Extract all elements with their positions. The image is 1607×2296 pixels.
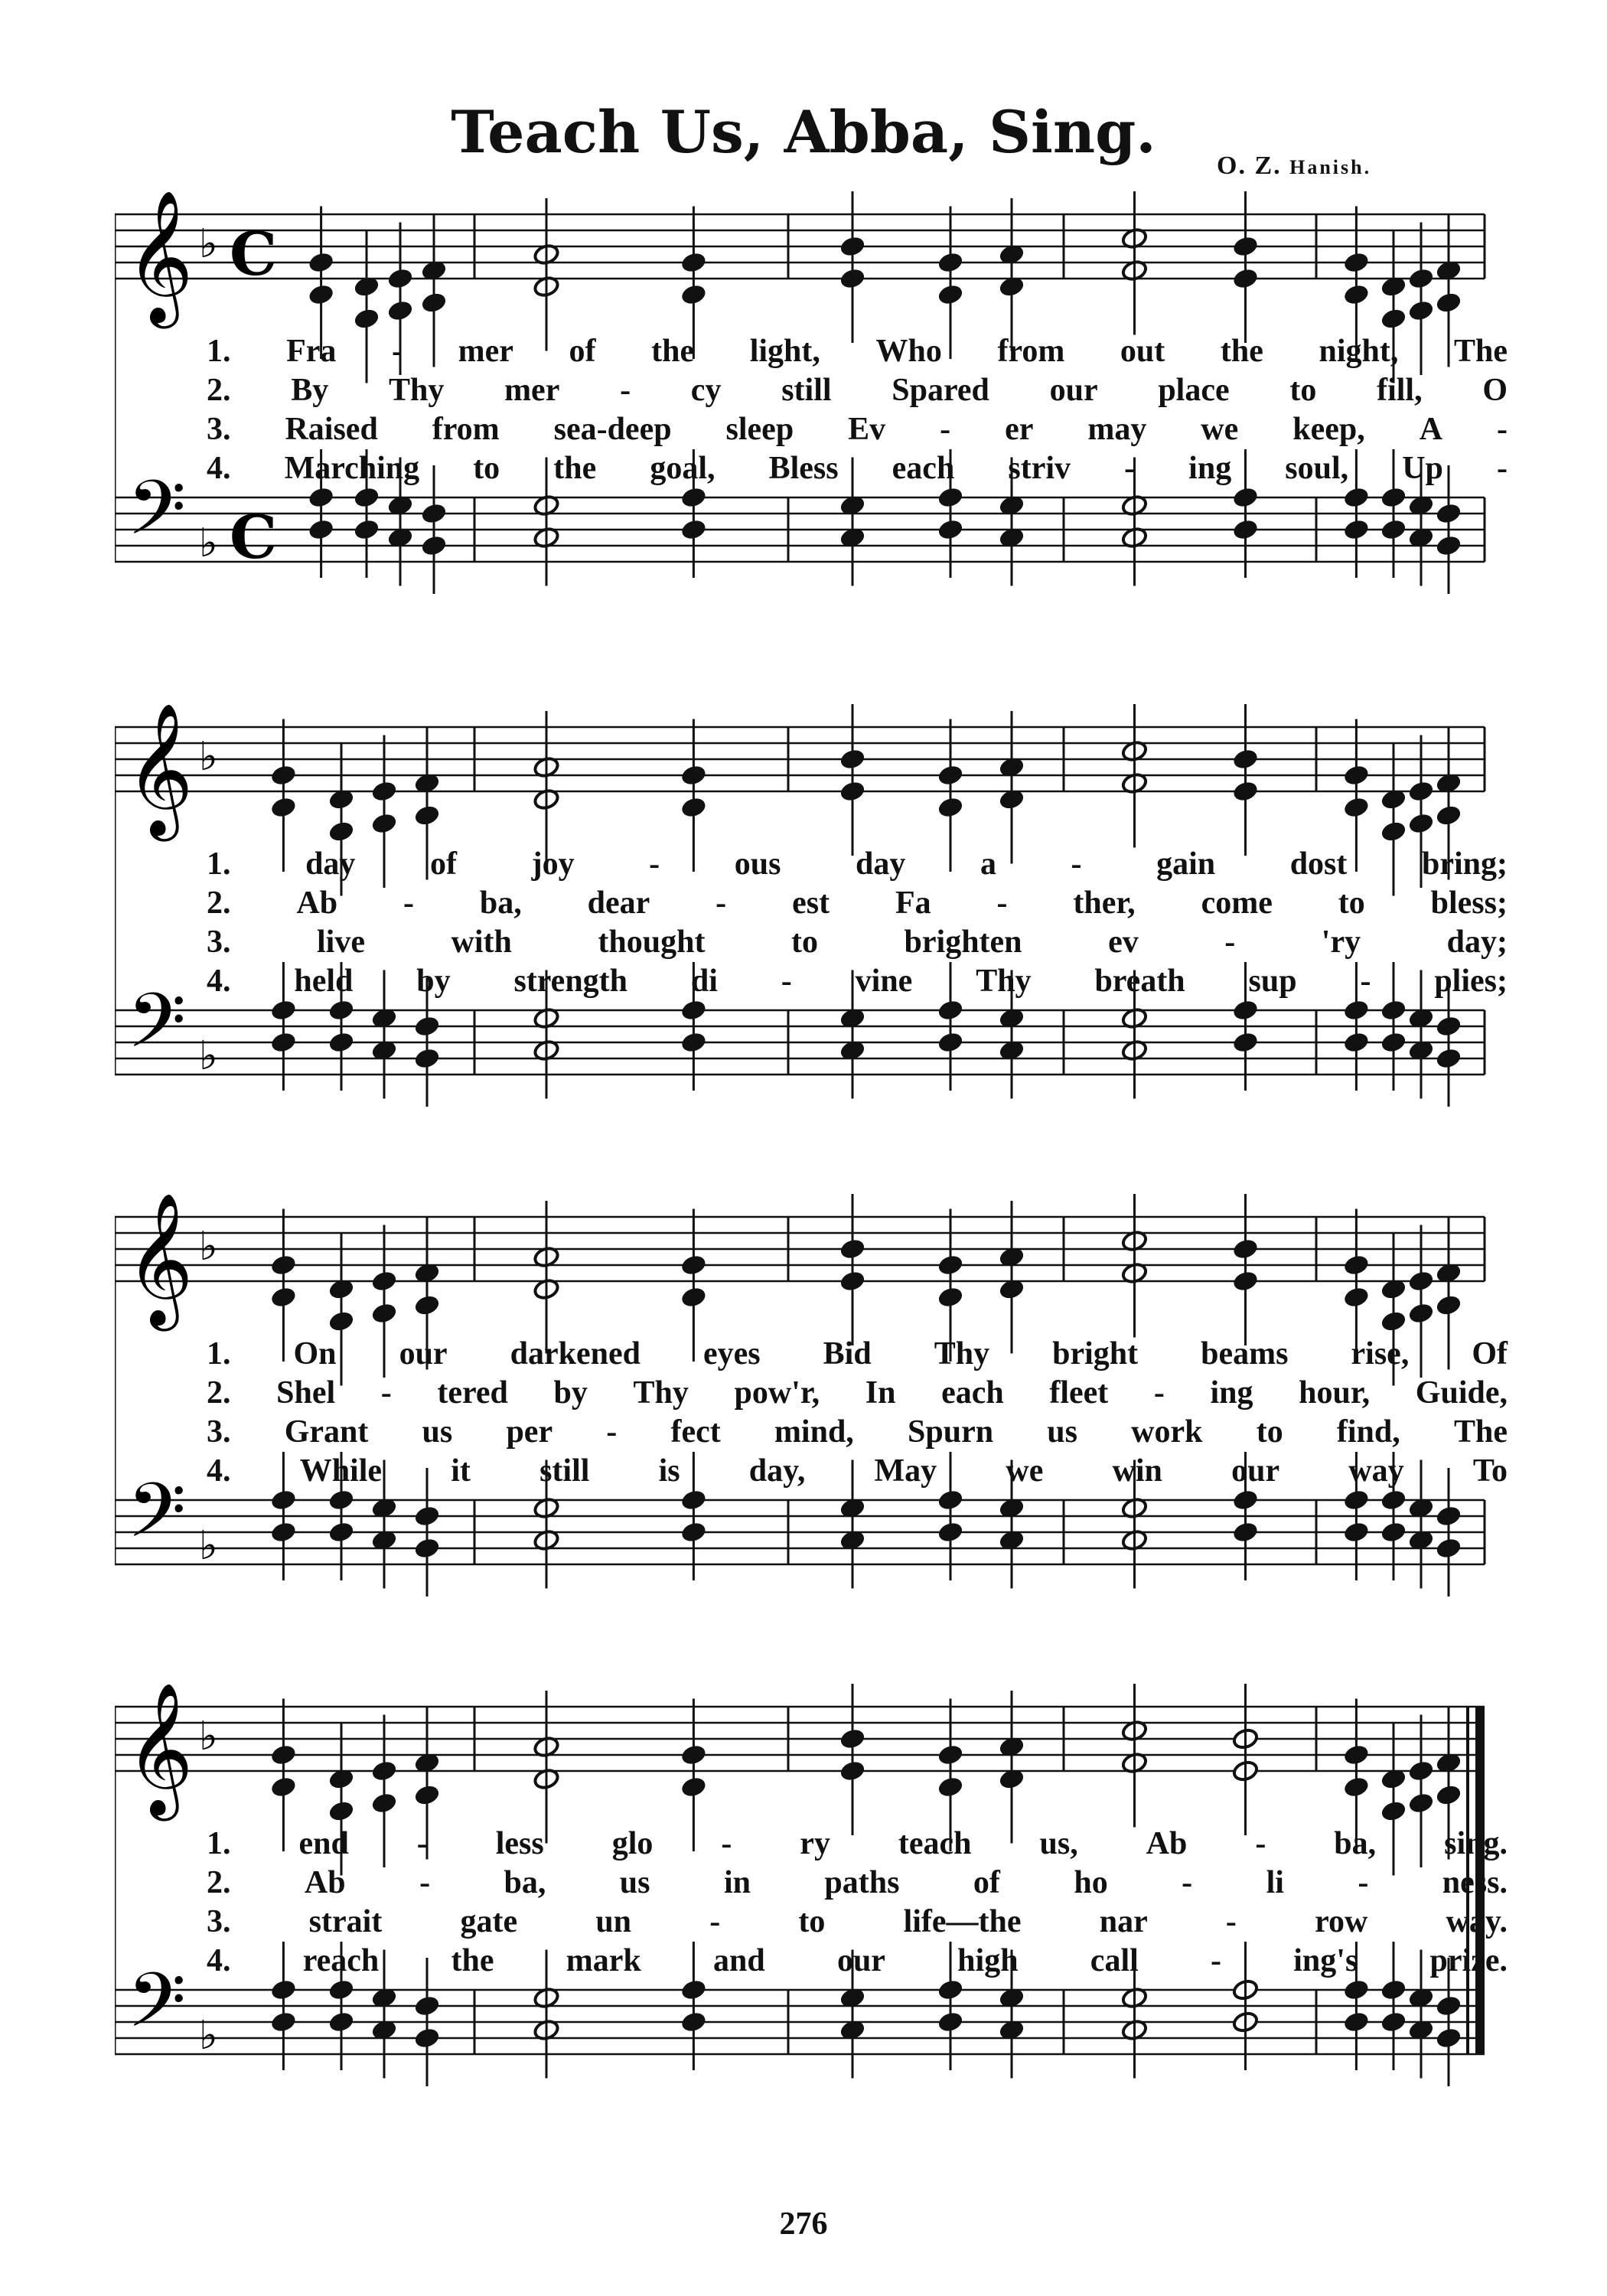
treble-chord xyxy=(998,198,1025,351)
verse-number: 3. xyxy=(207,1904,231,1939)
lyric-syllable: Marching xyxy=(284,451,420,486)
lyric-syllable: - xyxy=(1497,412,1508,447)
verse-number: 2. xyxy=(207,885,231,921)
lyric-syllable: Ev xyxy=(848,412,886,447)
bass-clef-icon: 𝄢 xyxy=(127,1467,187,1574)
lyric-syllable: darkened xyxy=(510,1336,641,1371)
lyric-syllable: 'ry xyxy=(1321,925,1361,960)
lyric-syllable: of xyxy=(430,846,457,882)
lyric-syllable: Shel xyxy=(276,1375,336,1411)
treble-clef-icon: 𝄞 xyxy=(125,1684,194,1815)
lyric-syllable: Up xyxy=(1402,451,1443,486)
verse-line-3 xyxy=(207,411,1523,445)
lyric-syllable: - xyxy=(403,885,414,921)
treble-chord xyxy=(998,1691,1025,1844)
bass-clef-icon: 𝄢 xyxy=(127,465,187,571)
lyric-syllable: ry xyxy=(800,1826,830,1861)
lyric-syllable: day xyxy=(856,846,906,882)
lyric-syllable: fleet xyxy=(1049,1375,1109,1411)
lyric-syllable: to xyxy=(791,925,819,960)
lyric-syllable: - xyxy=(380,1375,392,1411)
lyric-syllable: mind, xyxy=(774,1414,854,1450)
lyric-syllable: held xyxy=(294,964,354,999)
lyric-syllable: er xyxy=(1005,412,1034,447)
lyric-syllable: dost xyxy=(1289,846,1348,882)
lyric-syllable: In xyxy=(865,1375,896,1411)
verse-line-2 xyxy=(207,372,1523,406)
lyric-syllable: a xyxy=(980,846,996,882)
lyric-syllable: per xyxy=(506,1414,553,1450)
common-time-icon: C xyxy=(230,220,278,289)
lyric-syllable: - xyxy=(1358,1865,1369,1900)
lyric-syllable: - xyxy=(419,1865,431,1900)
lyric-syllable: - xyxy=(1497,451,1508,486)
treble-clef-icon: 𝄞 xyxy=(125,1194,194,1326)
lyric-syllable: - xyxy=(1255,1826,1266,1861)
lyric-syllable: - xyxy=(1225,1904,1237,1939)
page-number: 276 xyxy=(779,2206,828,2242)
flat-icon: ♭ xyxy=(199,734,218,780)
lyric-syllable: day; xyxy=(1446,925,1508,960)
verse-number: 2. xyxy=(207,1375,231,1411)
lyric-syllable: to xyxy=(798,1904,826,1939)
lyric-syllable: find, xyxy=(1336,1414,1400,1450)
lyric-syllable: ous xyxy=(734,846,781,882)
lyric-syllable: bring; xyxy=(1421,846,1508,882)
lyric-syllable: - xyxy=(781,964,792,999)
lyric-syllable: Spurn xyxy=(908,1414,994,1450)
flat-icon: ♭ xyxy=(199,520,218,566)
lyric-syllable: the xyxy=(651,334,695,369)
lyric-syllable: Who xyxy=(875,334,942,369)
music-system-2 xyxy=(115,704,1508,1117)
lyric-syllable: striv xyxy=(1008,451,1071,486)
lyric-syllable: bless; xyxy=(1430,885,1508,921)
treble-chord xyxy=(533,711,559,864)
composer-surname: Hanish. xyxy=(1289,156,1372,178)
verse-line-2 xyxy=(207,1864,1523,1898)
lyric-syllable: - xyxy=(416,1826,428,1861)
lyric-syllable: Thy xyxy=(934,1336,990,1371)
lyric-syllable: mer xyxy=(504,373,560,408)
lyric-syllable: our xyxy=(1231,1453,1280,1489)
lyric-syllable: strength xyxy=(513,964,628,999)
lyric-syllable: breath xyxy=(1094,964,1185,999)
lyric-syllable: nar xyxy=(1099,1904,1148,1939)
lyric-syllable: - xyxy=(1224,925,1236,960)
lyric-syllable: - xyxy=(996,885,1008,921)
lyric-syllable: fect xyxy=(670,1414,721,1450)
lyric-syllable: ing xyxy=(1188,451,1232,486)
lyric-syllable: soul, xyxy=(1285,451,1349,486)
lyric-syllable: of xyxy=(569,334,596,369)
verse-number: 1. xyxy=(207,846,231,882)
lyric-syllable: work xyxy=(1131,1414,1203,1450)
lyric-syllable: beams xyxy=(1201,1336,1289,1371)
lyric-syllable: we xyxy=(1201,412,1239,447)
lyric-syllable: eyes xyxy=(702,1336,761,1371)
lyric-syllable: from xyxy=(432,412,500,447)
treble-chord xyxy=(533,198,559,351)
verse-number: 1. xyxy=(207,1826,231,1861)
lyric-syllable: mark xyxy=(566,1943,641,1978)
lyric-syllable: high xyxy=(957,1943,1019,1978)
lyric-syllable: By xyxy=(291,373,329,408)
flat-icon: ♭ xyxy=(199,1224,218,1270)
lyric-syllable: - xyxy=(392,334,403,369)
verse-line-1 xyxy=(207,333,1523,367)
lyric-syllable: strait xyxy=(308,1904,383,1939)
lyric-syllable: A xyxy=(1419,412,1443,447)
verse-number: 4. xyxy=(207,1943,231,1978)
lyric-syllable: - xyxy=(1153,1375,1165,1411)
lyric-syllable: place xyxy=(1158,373,1230,408)
composer-credit xyxy=(1217,152,1371,181)
lyric-syllable: still xyxy=(539,1453,590,1489)
lyric-syllable: - xyxy=(606,1414,618,1450)
lyric-syllable: sup xyxy=(1248,964,1297,999)
lyric-syllable: sea-deep xyxy=(553,412,672,447)
lyric-syllable: mer xyxy=(458,334,513,369)
composer-initials: O. Z. xyxy=(1217,152,1282,180)
music-system-4 xyxy=(115,1684,1508,2097)
lyric-syllable: gain xyxy=(1156,846,1216,882)
verse-number: 1. xyxy=(207,1336,231,1371)
lyric-syllable: light, xyxy=(749,334,820,369)
lyric-syllable: sing. xyxy=(1444,1826,1508,1861)
treble-chord xyxy=(533,1691,559,1844)
lyric-syllable: un xyxy=(595,1904,632,1939)
lyric-syllable: - xyxy=(721,1826,732,1861)
treble-clef-icon: 𝄞 xyxy=(125,191,194,323)
lyric-syllable: Ab xyxy=(296,885,338,921)
verse-line-2 xyxy=(207,1375,1523,1411)
lyric-syllable: less xyxy=(495,1826,544,1861)
lyric-syllable: live xyxy=(317,925,365,960)
lyric-syllable: joy xyxy=(531,846,575,882)
treble-clef-icon: 𝄞 xyxy=(125,704,194,836)
flat-icon: ♭ xyxy=(199,221,218,267)
lyric-syllable: come xyxy=(1201,885,1273,921)
lyric-syllable: Bless xyxy=(768,451,839,486)
lyric-syllable: our xyxy=(399,1336,448,1371)
verse-number: 1. xyxy=(207,334,231,369)
lyric-syllable: to xyxy=(473,451,500,486)
lyric-syllable: dear xyxy=(587,885,650,921)
lyric-syllable: - xyxy=(1360,964,1371,999)
verse-number: 3. xyxy=(207,1414,231,1450)
flat-icon: ♭ xyxy=(199,1523,218,1569)
treble-chord xyxy=(998,1201,1025,1354)
lyric-syllable: ther, xyxy=(1073,885,1136,921)
lyric-syllable: ness. xyxy=(1442,1865,1508,1900)
lyric-syllable: ho xyxy=(1074,1865,1108,1900)
lyric-syllable: from xyxy=(997,334,1065,369)
lyric-syllable: - xyxy=(715,885,727,921)
verse-line-1 xyxy=(207,1825,1523,1859)
lyric-syllable: keep, xyxy=(1292,412,1365,447)
bass-clef-icon: 𝄢 xyxy=(127,977,187,1084)
lyric-syllable: Fa xyxy=(895,885,931,921)
lyric-syllable: Grant xyxy=(284,1414,369,1450)
lyric-syllable: pow'r, xyxy=(734,1375,820,1411)
flat-icon: ♭ xyxy=(199,1714,218,1760)
verse-line-3 xyxy=(207,1903,1523,1937)
lyric-syllable: thought xyxy=(598,925,706,960)
lyric-syllable: brighten xyxy=(904,925,1022,960)
verse-number: 2. xyxy=(207,1865,231,1900)
lyric-syllable: us xyxy=(1047,1414,1077,1450)
lyric-syllable: plies; xyxy=(1434,964,1508,999)
lyric-syllable: to xyxy=(1338,885,1365,921)
lyric-syllable: paths xyxy=(824,1865,900,1900)
lyric-syllable: Of xyxy=(1472,1336,1508,1371)
flat-icon: ♭ xyxy=(199,2013,218,2059)
lyric-syllable: us xyxy=(422,1414,453,1450)
lyric-syllable: us, xyxy=(1039,1826,1078,1861)
lyric-syllable: cy xyxy=(690,373,722,408)
lyric-syllable: Bid xyxy=(823,1336,872,1371)
lyric-syllable: ing xyxy=(1210,1375,1253,1411)
lyric-syllable: tered xyxy=(437,1375,508,1411)
lyric-syllable: each xyxy=(941,1375,1004,1411)
lyric-syllable: - xyxy=(1124,451,1136,486)
verse-number: 4. xyxy=(207,964,231,999)
lyric-syllable: our xyxy=(836,1943,885,1978)
lyric-syllable: the xyxy=(1220,334,1263,369)
lyric-syllable: end xyxy=(298,1826,349,1861)
lyric-syllable: - xyxy=(620,373,631,408)
lyric-syllable: ing's xyxy=(1293,1943,1358,1978)
lyric-syllable: by xyxy=(416,964,451,999)
common-time-icon: C xyxy=(230,503,278,572)
verse-line-1 xyxy=(207,846,1523,882)
lyric-syllable: On xyxy=(293,1336,337,1371)
treble-chord xyxy=(998,711,1025,864)
lyric-syllable: us xyxy=(619,1865,650,1900)
lyric-syllable: May xyxy=(874,1453,937,1489)
lyric-syllable: way. xyxy=(1446,1904,1508,1939)
lyric-syllable: vine xyxy=(855,964,913,999)
lyric-syllable: rise, xyxy=(1351,1336,1410,1371)
lyric-syllable: Fra xyxy=(286,334,337,369)
lyric-syllable: Thy xyxy=(976,964,1032,999)
lyric-syllable: to xyxy=(1289,373,1317,408)
hymn-title: Teach Us, Abba, Sing. xyxy=(451,98,1156,166)
lyric-syllable: To xyxy=(1472,1453,1508,1489)
lyric-syllable: ba, xyxy=(479,885,522,921)
lyric-syllable: in xyxy=(723,1865,751,1900)
lyric-syllable: Spared xyxy=(892,373,989,408)
lyric-syllable: we xyxy=(1006,1453,1044,1489)
flat-icon: ♭ xyxy=(199,1033,218,1079)
lyric-syllable: O xyxy=(1482,373,1508,408)
lyric-syllable: row xyxy=(1315,1904,1368,1939)
lyric-syllable: While xyxy=(299,1453,383,1489)
lyric-syllable: - xyxy=(649,846,660,882)
verse-number: 4. xyxy=(207,1453,231,1489)
lyric-syllable: call xyxy=(1090,1943,1139,1978)
lyric-syllable: - xyxy=(1211,1943,1222,1978)
verse-line-4 xyxy=(207,450,1523,484)
bass-clef-icon: 𝄢 xyxy=(127,1957,187,2063)
lyric-syllable: the xyxy=(553,451,597,486)
lyric-syllable: reach xyxy=(302,1943,380,1978)
lyric-syllable: goal, xyxy=(650,451,715,486)
verse-number: 2. xyxy=(207,373,231,408)
verse-line-3 xyxy=(207,1414,1523,1450)
lyric-syllable: still xyxy=(781,373,832,408)
verse-line-4 xyxy=(207,963,1523,999)
lyric-syllable: may xyxy=(1087,412,1147,447)
lyric-syllable: ba, xyxy=(504,1865,546,1900)
lyric-syllable: gate xyxy=(460,1904,518,1939)
lyric-syllable: - xyxy=(709,1904,721,1939)
lyric-syllable: is xyxy=(658,1453,680,1489)
lyric-syllable: Ab xyxy=(304,1865,346,1900)
lyric-syllable: est xyxy=(792,885,830,921)
lyric-syllable: prize. xyxy=(1429,1943,1508,1978)
lyric-syllable: our xyxy=(1049,373,1098,408)
lyric-syllable: day, xyxy=(748,1453,806,1489)
lyric-syllable: Thy xyxy=(388,373,445,408)
verse-line-4 xyxy=(207,1453,1523,1489)
lyric-syllable: Guide, xyxy=(1415,1375,1508,1411)
lyric-syllable: - xyxy=(1071,846,1082,882)
lyric-syllable: - xyxy=(1182,1865,1193,1900)
lyric-syllable: way xyxy=(1348,1453,1404,1489)
lyric-syllable: by xyxy=(553,1375,588,1411)
verse-line-3 xyxy=(207,924,1523,960)
lyric-syllable: to xyxy=(1256,1414,1283,1450)
lyric-syllable: li xyxy=(1266,1865,1284,1900)
treble-chord xyxy=(533,1201,559,1354)
music-system-3 xyxy=(115,1194,1508,1607)
lyric-syllable: fill, xyxy=(1377,373,1423,408)
lyric-syllable: bright xyxy=(1052,1336,1139,1371)
lyric-syllable: it xyxy=(451,1453,471,1489)
lyric-syllable: - xyxy=(940,412,951,447)
verse-line-1 xyxy=(207,1336,1523,1369)
music-system-1 xyxy=(115,191,1508,605)
lyric-syllable: with xyxy=(451,925,512,960)
lyric-syllable: each xyxy=(892,451,955,486)
lyric-syllable: night, xyxy=(1319,334,1399,369)
lyric-syllable: out xyxy=(1120,334,1165,369)
lyric-syllable: sleep xyxy=(725,412,794,447)
verse-number: 3. xyxy=(207,412,231,447)
lyric-syllable: day xyxy=(305,846,356,882)
lyric-syllable: di xyxy=(690,964,718,999)
lyric-syllable: teach xyxy=(898,1826,972,1861)
lyric-syllable: The xyxy=(1453,334,1508,369)
lyric-syllable: Raised xyxy=(285,412,378,447)
lyric-syllable: and xyxy=(712,1943,765,1978)
lyric-syllable: glo xyxy=(611,1826,654,1861)
lyric-syllable: the xyxy=(451,1943,494,1978)
verse-number: 3. xyxy=(207,925,231,960)
lyric-syllable: Thy xyxy=(633,1375,689,1411)
lyric-syllable: Ab xyxy=(1146,1826,1188,1861)
lyric-syllable: ev xyxy=(1108,925,1139,960)
lyric-syllable: win xyxy=(1112,1453,1162,1489)
lyric-syllable: The xyxy=(1453,1414,1508,1450)
verse-line-4 xyxy=(207,1942,1523,1976)
verse-line-2 xyxy=(207,885,1523,921)
lyric-syllable: of xyxy=(973,1865,1000,1900)
lyric-syllable: ba, xyxy=(1334,1826,1377,1861)
verse-number: 4. xyxy=(207,451,231,486)
lyric-syllable: life—the xyxy=(903,1904,1022,1939)
lyric-syllable: hour, xyxy=(1299,1375,1371,1411)
